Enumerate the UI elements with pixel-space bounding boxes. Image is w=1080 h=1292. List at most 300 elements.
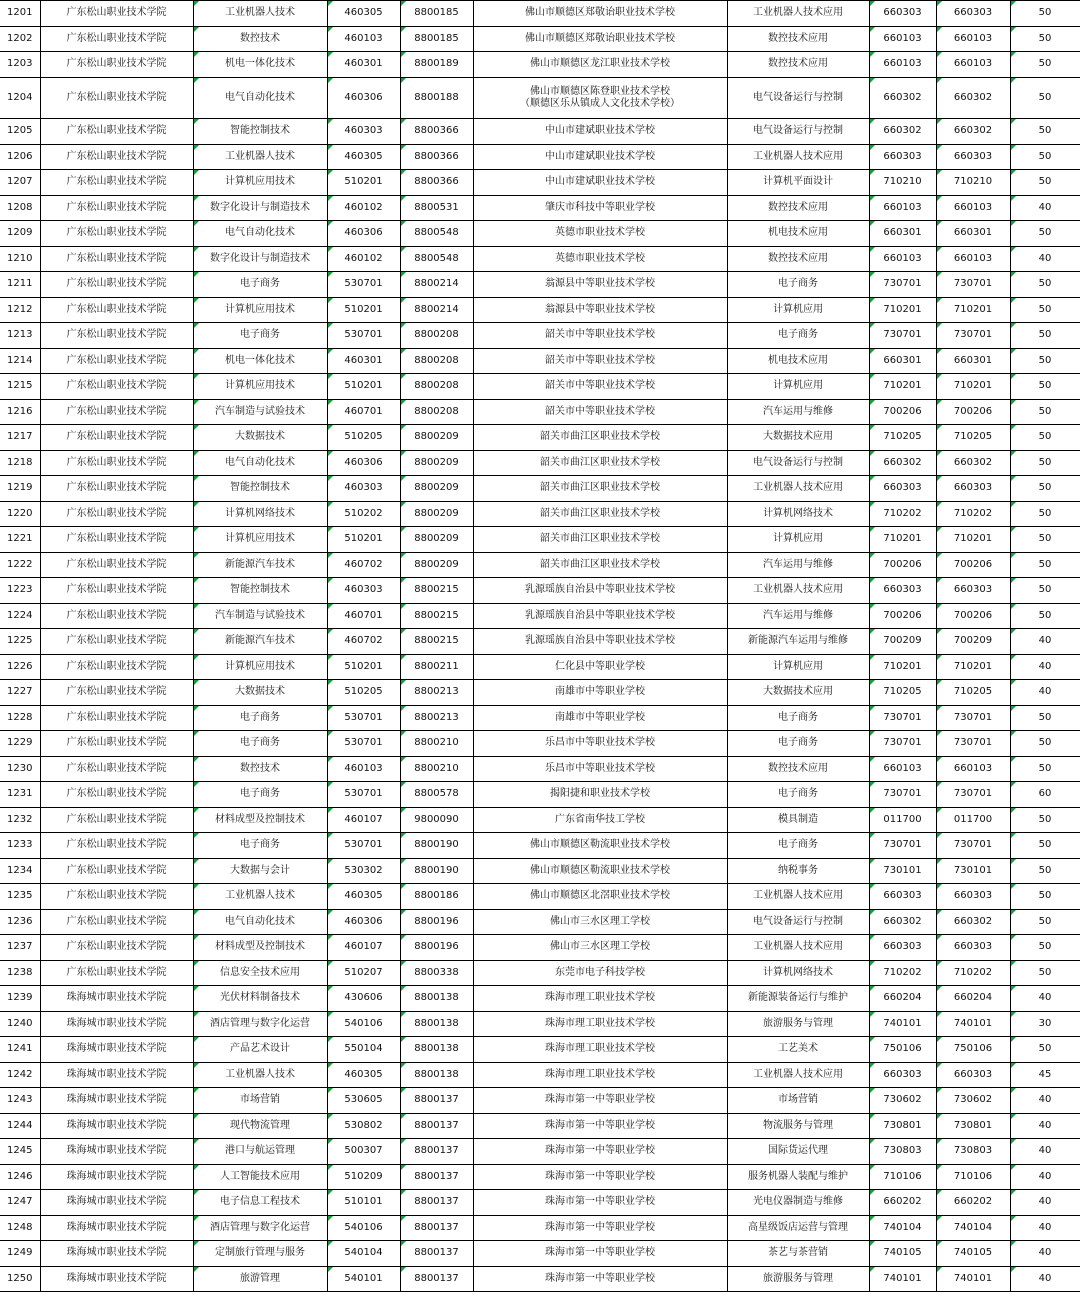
secondary-school-name-cell: 佛山市顺德区郑敬诒职业技术学校 xyxy=(473,1,727,27)
secondary-major-code-new-cell: 660103 xyxy=(936,246,1010,272)
enrollment-plan-cell: 40 xyxy=(1010,629,1080,655)
secondary-school-code-cell: 8800531 xyxy=(400,195,473,221)
secondary-major-name-cell: 计算机应用 xyxy=(727,374,869,400)
higher-college-name-cell: 珠海城市职业技术学院 xyxy=(40,986,193,1012)
table-row xyxy=(0,1113,1080,1139)
table-row xyxy=(0,960,1080,986)
secondary-school-code-cell: 8800138 xyxy=(400,986,473,1012)
secondary-major-name-cell: 电子商务 xyxy=(727,731,869,757)
secondary-school-name-cell: 珠海市第一中等职业学校 xyxy=(473,1088,727,1114)
secondary-major-name-cell: 国际货运代理 xyxy=(727,1139,869,1165)
secondary-major-name-cell: 数控技术应用 xyxy=(727,195,869,221)
secondary-major-code-cell: 660303 xyxy=(869,578,936,604)
table-row xyxy=(0,731,1080,757)
table-row xyxy=(0,195,1080,221)
higher-college-name-cell: 珠海城市职业技术学院 xyxy=(40,1088,193,1114)
secondary-major-code-cell: 740105 xyxy=(869,1241,936,1267)
higher-major-code-cell: 510201 xyxy=(327,170,400,196)
table-row xyxy=(0,450,1080,476)
higher-major-code-cell: 460107 xyxy=(327,807,400,833)
secondary-school-code-cell: 8800138 xyxy=(400,1062,473,1088)
secondary-school-name-cell: 广东省南华技工学校 xyxy=(473,807,727,833)
secondary-major-name-cell: 旅游服务与管理 xyxy=(727,1266,869,1292)
higher-major-name-cell: 电子商务 xyxy=(193,833,327,859)
higher-college-name-cell: 广东松山职业技术学院 xyxy=(40,501,193,527)
higher-major-name-cell: 酒店管理与数字化运营 xyxy=(193,1215,327,1241)
row-number-cell: 1238 xyxy=(0,960,40,986)
table-row xyxy=(0,909,1080,935)
secondary-school-name-cell: 英德市职业技术学校 xyxy=(473,246,727,272)
row-number-cell: 1250 xyxy=(0,1266,40,1292)
secondary-major-code-new-cell: 660303 xyxy=(936,476,1010,502)
higher-major-name-cell: 材料成型及控制技术 xyxy=(193,935,327,961)
row-number-cell: 1240 xyxy=(0,1011,40,1037)
enrollment-plan-cell: 40 xyxy=(1010,1164,1080,1190)
higher-major-code-cell: 460303 xyxy=(327,119,400,145)
higher-college-name-cell: 广东松山职业技术学院 xyxy=(40,399,193,425)
row-number-cell: 1222 xyxy=(0,552,40,578)
higher-major-code-cell: 460702 xyxy=(327,629,400,655)
table-row xyxy=(0,603,1080,629)
secondary-major-code-new-cell: 730803 xyxy=(936,1139,1010,1165)
higher-college-name-cell: 珠海城市职业技术学院 xyxy=(40,1113,193,1139)
higher-major-name-cell: 机电一体化技术 xyxy=(193,52,327,78)
higher-college-name-cell: 珠海城市职业技术学院 xyxy=(40,1164,193,1190)
table-row xyxy=(0,1215,1080,1241)
secondary-major-code-new-cell: 750106 xyxy=(936,1037,1010,1063)
secondary-major-code-cell: 730701 xyxy=(869,272,936,298)
enrollment-plan-cell: 50 xyxy=(1010,552,1080,578)
row-number-cell: 1205 xyxy=(0,119,40,145)
higher-major-code-cell: 460103 xyxy=(327,756,400,782)
higher-major-code-cell: 510205 xyxy=(327,680,400,706)
secondary-major-code-cell: 740101 xyxy=(869,1011,936,1037)
table-row xyxy=(0,527,1080,553)
secondary-major-code-new-cell: 660103 xyxy=(936,52,1010,78)
row-number-cell: 1215 xyxy=(0,374,40,400)
higher-college-name-cell: 广东松山职业技术学院 xyxy=(40,629,193,655)
secondary-school-name-cell: 乐昌市中等职业技术学校 xyxy=(473,731,727,757)
secondary-major-code-new-cell: 011700 xyxy=(936,807,1010,833)
higher-major-code-cell: 460103 xyxy=(327,26,400,52)
higher-major-code-cell: 530701 xyxy=(327,731,400,757)
higher-major-name-cell: 市场营销 xyxy=(193,1088,327,1114)
higher-major-name-cell: 酒店管理与数字化运营 xyxy=(193,1011,327,1037)
row-number-cell: 1201 xyxy=(0,1,40,27)
higher-major-code-cell: 460701 xyxy=(327,399,400,425)
secondary-major-name-cell: 旅游服务与管理 xyxy=(727,1011,869,1037)
secondary-major-name-cell: 汽车运用与维修 xyxy=(727,399,869,425)
higher-major-name-cell: 大数据技术 xyxy=(193,680,327,706)
table-row xyxy=(0,425,1080,451)
secondary-major-code-new-cell: 710202 xyxy=(936,501,1010,527)
secondary-major-code-new-cell: 660302 xyxy=(936,450,1010,476)
secondary-school-name-cell: 中山市建斌职业技术学校 xyxy=(473,170,727,196)
table-row xyxy=(0,26,1080,52)
higher-college-name-cell: 广东松山职业技术学院 xyxy=(40,52,193,78)
secondary-major-code-new-cell: 660303 xyxy=(936,1062,1010,1088)
secondary-major-code-cell: 660103 xyxy=(869,246,936,272)
secondary-school-name-cell: 韶关市曲江区职业技术学校 xyxy=(473,552,727,578)
row-number-cell: 1211 xyxy=(0,272,40,298)
table-row xyxy=(0,170,1080,196)
higher-major-code-cell: 430606 xyxy=(327,986,400,1012)
secondary-school-code-cell: 8800215 xyxy=(400,603,473,629)
secondary-major-name-cell: 数控技术应用 xyxy=(727,26,869,52)
secondary-school-name-cell: 翁源县中等职业技术学校 xyxy=(473,272,727,298)
table-row xyxy=(0,1190,1080,1216)
secondary-major-code-cell: 730701 xyxy=(869,323,936,349)
secondary-major-code-new-cell: 660303 xyxy=(936,1,1010,27)
higher-major-code-cell: 510201 xyxy=(327,374,400,400)
higher-major-name-cell: 电子商务 xyxy=(193,731,327,757)
higher-college-name-cell: 广东松山职业技术学院 xyxy=(40,144,193,170)
secondary-major-code-cell: 710201 xyxy=(869,527,936,553)
secondary-school-name-cell: 揭阳捷和职业技术学校 xyxy=(473,782,727,808)
higher-major-code-cell: 460102 xyxy=(327,246,400,272)
row-number-cell: 1249 xyxy=(0,1241,40,1267)
secondary-school-code-cell: 8800210 xyxy=(400,756,473,782)
secondary-school-name-cell: 乳源瑶族自治县中等职业技术学校 xyxy=(473,578,727,604)
secondary-major-code-new-cell: 700206 xyxy=(936,552,1010,578)
table-row xyxy=(0,1088,1080,1114)
higher-college-name-cell: 广东松山职业技术学院 xyxy=(40,221,193,247)
higher-college-name-cell: 广东松山职业技术学院 xyxy=(40,348,193,374)
secondary-major-code-cell: 660303 xyxy=(869,884,936,910)
enrollment-plan-cell: 50 xyxy=(1010,450,1080,476)
enrollment-plan-cell: 40 xyxy=(1010,1113,1080,1139)
higher-major-name-cell: 计算机应用技术 xyxy=(193,374,327,400)
secondary-major-name-cell: 物流服务与管理 xyxy=(727,1113,869,1139)
higher-major-name-cell: 电气自动化技术 xyxy=(193,77,327,119)
enrollment-plan-cell: 40 xyxy=(1010,195,1080,221)
secondary-school-name-cell: 韶关市曲江区职业技术学校 xyxy=(473,527,727,553)
secondary-school-name-cell: 佛山市顺德区勒流职业技术学校 xyxy=(473,833,727,859)
secondary-school-code-cell: 8800366 xyxy=(400,119,473,145)
secondary-major-code-cell: 660302 xyxy=(869,450,936,476)
secondary-major-code-new-cell: 730701 xyxy=(936,705,1010,731)
secondary-school-name-cell: 仁化县中等职业学校 xyxy=(473,654,727,680)
table-row xyxy=(0,578,1080,604)
secondary-school-name-cell: 佛山市顺德区勒流职业技术学校 xyxy=(473,858,727,884)
higher-college-name-cell: 广东松山职业技术学院 xyxy=(40,680,193,706)
row-number-cell: 1224 xyxy=(0,603,40,629)
secondary-school-name-cell: 韶关市曲江区职业技术学校 xyxy=(473,450,727,476)
secondary-major-code-cell: 710106 xyxy=(869,1164,936,1190)
enrollment-plan-cell: 50 xyxy=(1010,52,1080,78)
secondary-major-code-cell: 740101 xyxy=(869,1266,936,1292)
higher-college-name-cell: 珠海城市职业技术学院 xyxy=(40,1190,193,1216)
secondary-major-code-cell: 730803 xyxy=(869,1139,936,1165)
secondary-major-code-new-cell: 730701 xyxy=(936,323,1010,349)
enrollment-plan-cell: 50 xyxy=(1010,221,1080,247)
table-row xyxy=(0,246,1080,272)
higher-major-code-cell: 530605 xyxy=(327,1088,400,1114)
secondary-major-code-cell: 660103 xyxy=(869,52,936,78)
secondary-major-code-new-cell: 660302 xyxy=(936,909,1010,935)
higher-major-name-cell: 电气自动化技术 xyxy=(193,221,327,247)
secondary-major-code-cell: 011700 xyxy=(869,807,936,833)
enrollment-plan-cell: 40 xyxy=(1010,1190,1080,1216)
secondary-major-code-new-cell: 660303 xyxy=(936,144,1010,170)
enrollment-plan-cell: 50 xyxy=(1010,1,1080,27)
higher-major-code-cell: 540106 xyxy=(327,1215,400,1241)
secondary-school-name-cell: 珠海市第一中等职业学校 xyxy=(473,1139,727,1165)
secondary-major-code-new-cell: 710106 xyxy=(936,1164,1010,1190)
secondary-major-code-cell: 660103 xyxy=(869,26,936,52)
secondary-major-code-cell: 730701 xyxy=(869,833,936,859)
higher-major-name-cell: 大数据与会计 xyxy=(193,858,327,884)
secondary-school-code-cell: 8800137 xyxy=(400,1266,473,1292)
table-row xyxy=(0,833,1080,859)
secondary-major-name-cell: 工业机器人技术应用 xyxy=(727,1062,869,1088)
higher-major-code-cell: 460306 xyxy=(327,909,400,935)
row-number-cell: 1235 xyxy=(0,884,40,910)
secondary-school-name-cell: 珠海市第一中等职业学校 xyxy=(473,1164,727,1190)
higher-college-name-cell: 广东松山职业技术学院 xyxy=(40,756,193,782)
secondary-major-name-cell: 数控技术应用 xyxy=(727,52,869,78)
secondary-school-code-cell: 8800137 xyxy=(400,1113,473,1139)
secondary-school-code-cell: 8800214 xyxy=(400,297,473,323)
secondary-major-name-cell: 计算机应用 xyxy=(727,527,869,553)
secondary-school-name-cell: 珠海市理工职业技术学校 xyxy=(473,1062,727,1088)
secondary-major-code-cell: 660303 xyxy=(869,1,936,27)
table-row xyxy=(0,986,1080,1012)
row-number-cell: 1203 xyxy=(0,52,40,78)
secondary-major-code-new-cell: 710202 xyxy=(936,960,1010,986)
row-number-cell: 1233 xyxy=(0,833,40,859)
secondary-major-code-cell: 710210 xyxy=(869,170,936,196)
secondary-major-name-cell: 电气设备运行与控制 xyxy=(727,119,869,145)
secondary-school-name-cell: 韶关市曲江区职业技术学校 xyxy=(473,425,727,451)
table-row xyxy=(0,297,1080,323)
enrollment-plan-cell: 50 xyxy=(1010,833,1080,859)
secondary-major-code-new-cell: 730602 xyxy=(936,1088,1010,1114)
higher-major-name-cell: 定制旅行管理与服务 xyxy=(193,1241,327,1267)
row-number-cell: 1246 xyxy=(0,1164,40,1190)
higher-major-name-cell: 人工智能技术应用 xyxy=(193,1164,327,1190)
secondary-major-code-new-cell: 740101 xyxy=(936,1266,1010,1292)
secondary-major-code-new-cell: 740105 xyxy=(936,1241,1010,1267)
higher-college-name-cell: 广东松山职业技术学院 xyxy=(40,654,193,680)
secondary-major-code-cell: 730701 xyxy=(869,731,936,757)
higher-major-code-cell: 530701 xyxy=(327,833,400,859)
table-row xyxy=(0,501,1080,527)
enrollment-plan-cell: 50 xyxy=(1010,858,1080,884)
enrollment-plan-cell: 50 xyxy=(1010,807,1080,833)
higher-major-code-cell: 460305 xyxy=(327,1,400,27)
secondary-school-code-cell: 8800137 xyxy=(400,1190,473,1216)
secondary-major-code-new-cell: 660303 xyxy=(936,578,1010,604)
higher-major-code-cell: 530701 xyxy=(327,782,400,808)
secondary-major-code-new-cell: 660302 xyxy=(936,77,1010,119)
higher-major-code-cell: 530701 xyxy=(327,272,400,298)
higher-major-code-cell: 510201 xyxy=(327,654,400,680)
secondary-major-code-new-cell: 660103 xyxy=(936,195,1010,221)
table-row xyxy=(0,782,1080,808)
higher-college-name-cell: 珠海城市职业技术学院 xyxy=(40,1011,193,1037)
secondary-school-code-cell: 8800215 xyxy=(400,629,473,655)
higher-major-name-cell: 港口与航运管理 xyxy=(193,1139,327,1165)
enrollment-plan-cell: 40 xyxy=(1010,654,1080,680)
higher-major-name-cell: 现代物流管理 xyxy=(193,1113,327,1139)
secondary-major-name-cell: 数控技术应用 xyxy=(727,246,869,272)
higher-major-name-cell: 材料成型及控制技术 xyxy=(193,807,327,833)
secondary-school-name-cell: 乳源瑶族自治县中等职业技术学校 xyxy=(473,629,727,655)
higher-college-name-cell: 广东松山职业技术学院 xyxy=(40,323,193,349)
secondary-major-name-cell: 电气设备运行与控制 xyxy=(727,450,869,476)
row-number-cell: 1241 xyxy=(0,1037,40,1063)
secondary-school-code-cell: 8800208 xyxy=(400,323,473,349)
table-row xyxy=(0,756,1080,782)
higher-college-name-cell: 珠海城市职业技术学院 xyxy=(40,1037,193,1063)
enrollment-plan-cell: 50 xyxy=(1010,1037,1080,1063)
higher-college-name-cell: 广东松山职业技术学院 xyxy=(40,476,193,502)
secondary-school-name-cell: 珠海市理工职业技术学校 xyxy=(473,986,727,1012)
secondary-school-name-cell: 珠海市第一中等职业学校 xyxy=(473,1215,727,1241)
secondary-major-name-cell: 新能源装备运行与维护 xyxy=(727,986,869,1012)
secondary-major-code-new-cell: 710201 xyxy=(936,374,1010,400)
secondary-major-code-new-cell: 660103 xyxy=(936,26,1010,52)
enrollment-plan-cell: 50 xyxy=(1010,960,1080,986)
secondary-major-code-new-cell: 730101 xyxy=(936,858,1010,884)
higher-major-name-cell: 大数据技术 xyxy=(193,425,327,451)
higher-major-name-cell: 旅游管理 xyxy=(193,1266,327,1292)
higher-college-name-cell: 广东松山职业技术学院 xyxy=(40,833,193,859)
secondary-major-name-cell: 工业机器人技术应用 xyxy=(727,884,869,910)
higher-major-name-cell: 数字化设计与制造技术 xyxy=(193,195,327,221)
secondary-school-name-cell: 韶关市中等职业技术学校 xyxy=(473,374,727,400)
secondary-major-name-cell: 电气设备运行与控制 xyxy=(727,77,869,119)
higher-major-code-cell: 460102 xyxy=(327,195,400,221)
higher-major-name-cell: 信息安全技术应用 xyxy=(193,960,327,986)
higher-major-name-cell: 工业机器人技术 xyxy=(193,1062,327,1088)
secondary-school-name-cell: 韶关市中等职业技术学校 xyxy=(473,348,727,374)
secondary-major-name-cell: 工业机器人技术应用 xyxy=(727,1,869,27)
enrollment-plan-cell: 40 xyxy=(1010,680,1080,706)
secondary-major-code-new-cell: 660204 xyxy=(936,986,1010,1012)
secondary-major-name-cell: 电子商务 xyxy=(727,782,869,808)
secondary-major-name-cell: 计算机网络技术 xyxy=(727,501,869,527)
higher-major-name-cell: 电子商务 xyxy=(193,323,327,349)
secondary-school-code-cell: 8800208 xyxy=(400,348,473,374)
secondary-school-code-cell: 8800210 xyxy=(400,731,473,757)
secondary-school-code-cell: 8800138 xyxy=(400,1011,473,1037)
higher-major-name-cell: 新能源汽车技术 xyxy=(193,629,327,655)
higher-major-name-cell: 计算机网络技术 xyxy=(193,501,327,527)
higher-major-code-cell: 460301 xyxy=(327,52,400,78)
secondary-major-code-cell: 660303 xyxy=(869,1062,936,1088)
secondary-school-name-cell: 韶关市曲江区职业技术学校 xyxy=(473,476,727,502)
higher-college-name-cell: 广东松山职业技术学院 xyxy=(40,297,193,323)
enrollment-plan-cell: 50 xyxy=(1010,476,1080,502)
secondary-major-code-cell: 710205 xyxy=(869,425,936,451)
higher-college-name-cell: 广东松山职业技术学院 xyxy=(40,119,193,145)
higher-major-name-cell: 机电一体化技术 xyxy=(193,348,327,374)
enrollment-plan-cell: 50 xyxy=(1010,144,1080,170)
higher-major-name-cell: 工业机器人技术 xyxy=(193,1,327,27)
row-number-cell: 1202 xyxy=(0,26,40,52)
secondary-major-name-cell: 茶艺与茶营销 xyxy=(727,1241,869,1267)
secondary-major-name-cell: 工艺美术 xyxy=(727,1037,869,1063)
higher-major-name-cell: 电子商务 xyxy=(193,705,327,731)
higher-college-name-cell: 珠海城市职业技术学院 xyxy=(40,1266,193,1292)
higher-major-code-cell: 500307 xyxy=(327,1139,400,1165)
higher-major-code-cell: 540101 xyxy=(327,1266,400,1292)
enrollment-plan-cell: 40 xyxy=(1010,1139,1080,1165)
higher-major-name-cell: 电子商务 xyxy=(193,782,327,808)
secondary-major-code-cell: 710201 xyxy=(869,654,936,680)
higher-college-name-cell: 珠海城市职业技术学院 xyxy=(40,1215,193,1241)
enrollment-plan-cell: 50 xyxy=(1010,170,1080,196)
secondary-school-code-cell: 8800138 xyxy=(400,1037,473,1063)
higher-major-code-cell: 530302 xyxy=(327,858,400,884)
higher-major-code-cell: 460305 xyxy=(327,144,400,170)
secondary-major-code-cell: 710201 xyxy=(869,374,936,400)
table-row xyxy=(0,705,1080,731)
secondary-major-code-cell: 730602 xyxy=(869,1088,936,1114)
enrollment-plan-cell: 40 xyxy=(1010,1266,1080,1292)
secondary-school-code-cell: 8800214 xyxy=(400,272,473,298)
row-number-cell: 1242 xyxy=(0,1062,40,1088)
secondary-major-name-cell: 服务机器人装配与维护 xyxy=(727,1164,869,1190)
higher-major-code-cell: 510101 xyxy=(327,1190,400,1216)
secondary-school-code-cell: 8800209 xyxy=(400,476,473,502)
secondary-major-code-new-cell: 730701 xyxy=(936,731,1010,757)
higher-college-name-cell: 广东松山职业技术学院 xyxy=(40,77,193,119)
table-row xyxy=(0,935,1080,961)
table-row xyxy=(0,1266,1080,1292)
secondary-school-name-cell: 东莞市电子科技学校 xyxy=(473,960,727,986)
secondary-school-code-cell: 8800213 xyxy=(400,680,473,706)
secondary-major-code-cell: 660302 xyxy=(869,77,936,119)
table-row xyxy=(0,858,1080,884)
row-number-cell: 1232 xyxy=(0,807,40,833)
higher-major-name-cell: 计算机应用技术 xyxy=(193,527,327,553)
secondary-major-code-new-cell: 710201 xyxy=(936,654,1010,680)
higher-college-name-cell: 广东松山职业技术学院 xyxy=(40,170,193,196)
secondary-major-code-cell: 660303 xyxy=(869,935,936,961)
secondary-major-code-cell: 660301 xyxy=(869,221,936,247)
higher-college-name-cell: 广东松山职业技术学院 xyxy=(40,527,193,553)
secondary-school-code-cell: 8800209 xyxy=(400,552,473,578)
enrollment-plan-cell: 40 xyxy=(1010,1088,1080,1114)
secondary-major-name-cell: 工业机器人技术应用 xyxy=(727,935,869,961)
row-number-cell: 1248 xyxy=(0,1215,40,1241)
secondary-major-name-cell: 工业机器人技术应用 xyxy=(727,144,869,170)
enrollment-plan-cell: 50 xyxy=(1010,501,1080,527)
secondary-major-name-cell: 电子商务 xyxy=(727,833,869,859)
row-number-cell: 1245 xyxy=(0,1139,40,1165)
secondary-school-name-cell: 佛山市顺德区陈登职业技术学校 （顺德区乐从镇成人文化技术学校） xyxy=(473,77,727,119)
secondary-major-code-cell: 710205 xyxy=(869,680,936,706)
secondary-major-code-new-cell: 700206 xyxy=(936,399,1010,425)
higher-college-name-cell: 广东松山职业技术学院 xyxy=(40,374,193,400)
secondary-school-code-cell: 9800090 xyxy=(400,807,473,833)
enrollment-plan-cell: 30 xyxy=(1010,1011,1080,1037)
higher-major-code-cell: 460303 xyxy=(327,476,400,502)
higher-major-code-cell: 460107 xyxy=(327,935,400,961)
secondary-school-code-cell: 8800209 xyxy=(400,425,473,451)
higher-major-name-cell: 产品艺术设计 xyxy=(193,1037,327,1063)
row-number-cell: 1214 xyxy=(0,348,40,374)
table-row xyxy=(0,272,1080,298)
secondary-major-code-cell: 730701 xyxy=(869,782,936,808)
higher-college-name-cell: 广东松山职业技术学院 xyxy=(40,935,193,961)
higher-major-code-cell: 460702 xyxy=(327,552,400,578)
higher-major-code-cell: 460305 xyxy=(327,884,400,910)
higher-college-name-cell: 广东松山职业技术学院 xyxy=(40,552,193,578)
